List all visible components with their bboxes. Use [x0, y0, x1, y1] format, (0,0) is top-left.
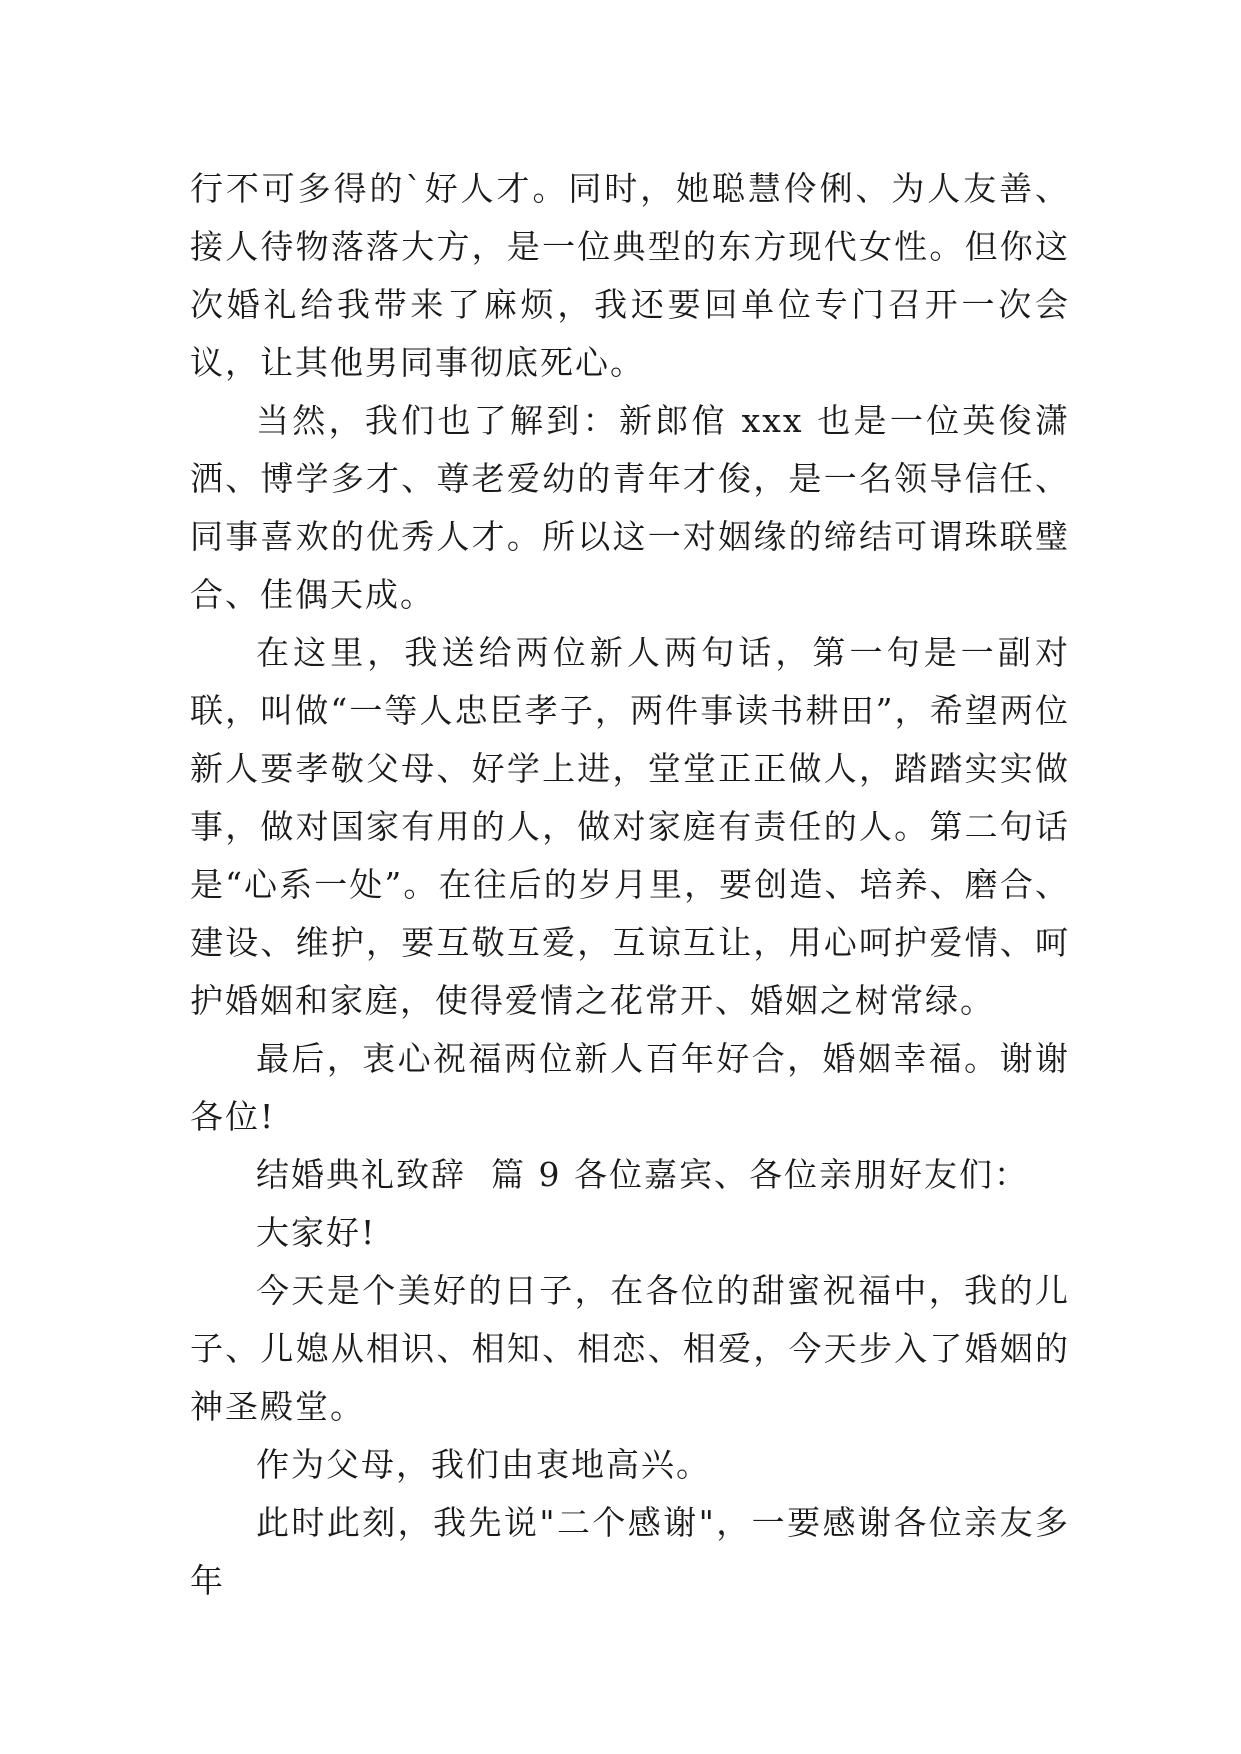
paragraph-4: 最后，衷心祝福两位新人百年好合，婚姻幸福。谢谢各位! [190, 1039, 1070, 1136]
paragraph-8: 作为父母，我们由衷地高兴。 [256, 1445, 711, 1484]
paragraph-7: 今天是个美好的日子，在各位的甜蜜祝福中，我的儿子、儿媳从相识、相知、相恋、相爱，今天步入了婚姻的神圣殿堂。 [190, 1271, 1070, 1426]
paragraph-3: 在这里，我送给两位新人两句话，第一句是一副对联，叫做“一等人忠臣孝子，两件事读书耕田”，希望两位新人要孝敬父母、好学上进，堂堂正正做人，踏踏实实做事，做对国家有用的人，做对家庭有责任的人。第二句话是“心系一处”。在往后的岁月里，要创造、培养、磨合、建设、维护，要互敬互爱，互谅互让，用心呵护爱情、呵护婚姻和家庭，使得爱情之花常开、婚姻之树常绿。 [190, 633, 1070, 1020]
paragraph-1: 行不可多得的`好人才。同时，她聪慧伶俐、为人友善、接人待物落落大方，是一位典型的东方现代女性。但你这次婚礼给我带来了麻烦，我还要回单位专门召开一次会议，让其他男同事彻底死心。 [190, 169, 1070, 382]
document-body [190, 160, 1070, 1610]
section-heading: 结婚典礼致辞 篇 9 各位嘉宾、各位亲朋好友们： [256, 1155, 1029, 1194]
paragraph-2: 当然，我们也了解到：新郎倌 xxx 也是一位英俊潇洒、博学多才、尊老爱幼的青年才俊，是一名领导信任、同事喜欢的优秀人才。所以这一对姻缘的缔结可谓珠联璧合、佳偶天成。 [190, 401, 1070, 614]
greeting: 大家好! [256, 1213, 377, 1252]
paragraph-9: 此时此刻，我先说"二个感谢"，一要感谢各位亲友多年 [190, 1503, 1070, 1600]
